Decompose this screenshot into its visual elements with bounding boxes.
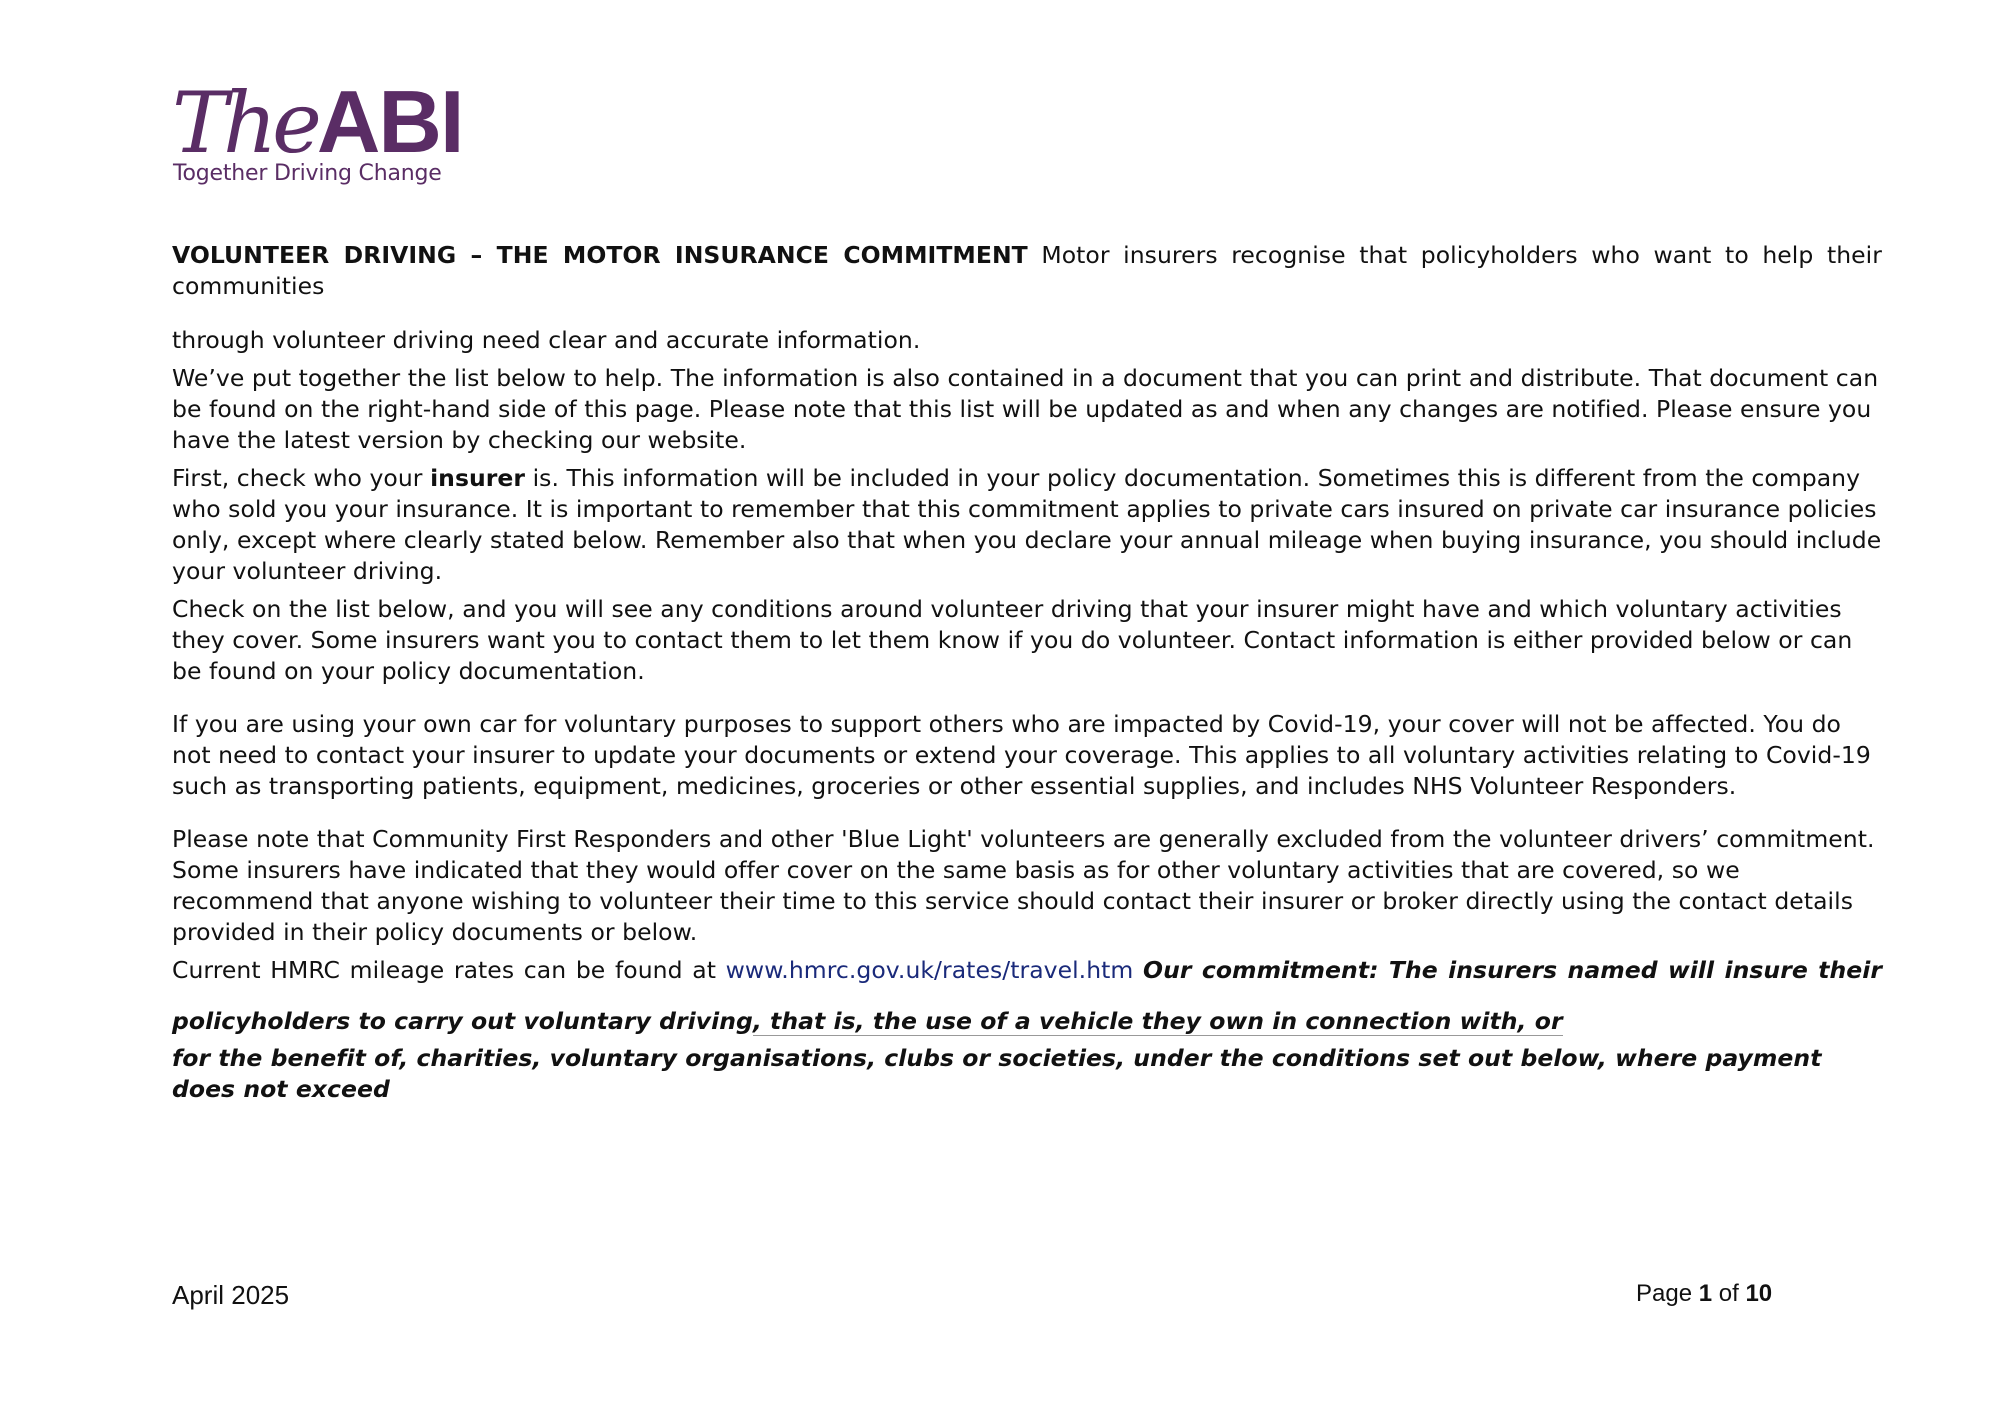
heading-line xyxy=(172,240,1882,302)
intro-line-1: Motor insurers recognise that policyholders who want to help their communities xyxy=(172,241,1882,300)
of-label: of xyxy=(1718,1280,1739,1307)
commitment-line-1: Our commitment: The insurers named will insure their xyxy=(1143,956,1883,984)
page-label: Page xyxy=(1636,1280,1693,1307)
intro-line-2: through volunteer driving need clear and accurate information. xyxy=(172,326,921,354)
logo-the-text: The xyxy=(172,74,317,172)
logo-wordmark xyxy=(172,72,463,172)
hmrc-link[interactable]: www.hmrc.gov.uk/rates/travel.htm xyxy=(725,956,1134,984)
commitment-line-2a: policyholders to carry out voluntary driving xyxy=(172,1007,753,1035)
commitment-line-2b: , that is, the use of a vehicle they own in connection with, or xyxy=(752,1007,1563,1035)
commitment-line-2 xyxy=(172,1006,1882,1037)
paragraph-check-insurer xyxy=(172,463,1882,587)
hmrc-pre: Current HMRC mileage rates can be found at xyxy=(172,956,716,984)
paragraph-blue-light: Please note that Community First Responders and other 'Blue Light' volunteers are generally excluded from the volunteer drivers’ commitment. Some insurers have indicated that they would offer cover on the same basis as for other voluntary activities that are covered, so we recommend that anyone wishing to volunteer their time to this service should contact their insurer or broker directly using the contact details provided in their policy documents or below. xyxy=(172,825,1875,946)
paragraph-list-info: We’ve put together the list below to help. The information is also contained in a document that you can print and distribute. That document can be found on the right-hand side of this page. Please note that this list will be updated as and when any changes are notified. Please ensure you have the latest version by checking our website. xyxy=(172,364,1879,454)
commitment-line-3: for the benefit of, charities, voluntary organisations, clubs or societies, under the conditions set out below, where payment does not exceed xyxy=(172,1044,1822,1103)
page-current: 1 xyxy=(1698,1280,1713,1307)
logo-abi-text: ABI xyxy=(316,72,463,171)
document-body xyxy=(172,240,1882,1105)
footer-page-number xyxy=(1636,1280,1772,1308)
p2-insurer-bold: insurer xyxy=(430,464,526,492)
logo-tagline: Together Driving Change xyxy=(173,161,442,186)
paragraph-covid: If you are using your own car for voluntary purposes to support others who are impacted by Covid-19, your cover will not be affected. You do not need to contact your insurer to update your documents or extend your coverage. This applies to all voluntary activities relating to Covid-19 such as transporting patients, equipment, medicines, groceries or other essential supplies, and includes NHS Volunteer Responders. xyxy=(172,710,1871,800)
abi-logo xyxy=(172,72,482,196)
footer-date: April 2025 xyxy=(172,1280,290,1310)
hmrc-line xyxy=(172,955,1882,986)
page-total: 10 xyxy=(1745,1280,1773,1307)
p2-post: is. This information will be included in your policy documentation. Sometimes this is different from the company who sold you your insurance. It is important to remember that this commitment applies to private cars insured on private car insurance policies only, except where clearly stated below. Remember also that when you declare your annual mileage when buying insurance, you should include your volunteer driving. xyxy=(172,464,1882,585)
p2-pre: First, check who your xyxy=(172,464,423,492)
document-title: VOLUNTEER DRIVING – THE MOTOR INSURANCE COMMITMENT xyxy=(172,241,1028,269)
paragraph-check-list: Check on the list below, and you will see any conditions around volunteer driving that your insurer might have and which voluntary activities they cover. Some insurers want you to contact them to let them know if you do volunteer. Contact information is either provided below or can be found on your policy documentation. xyxy=(172,595,1853,685)
